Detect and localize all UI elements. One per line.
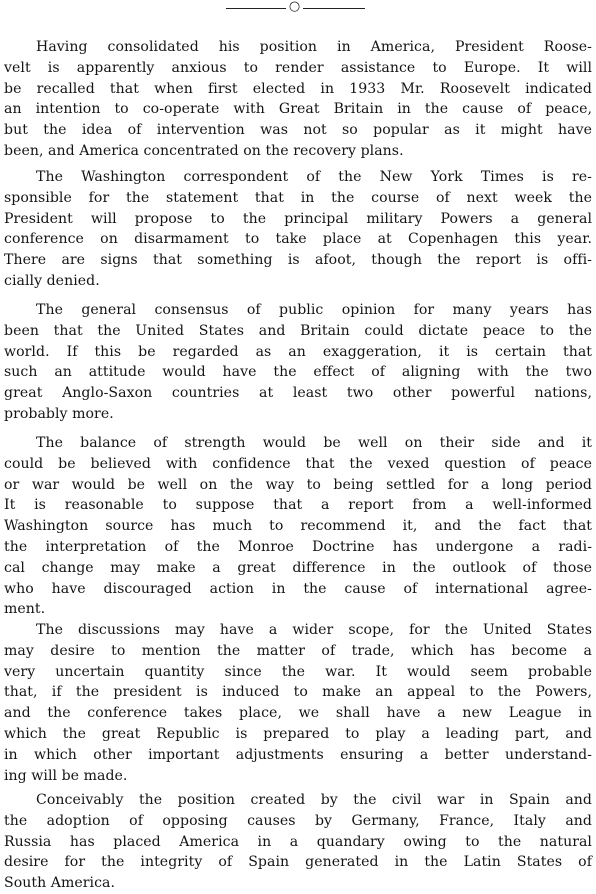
text-line: the interpretation of the Monroe Doctrine has undergone a radi-: [4, 538, 592, 555]
text-line: who have discouraged action in the cause of international agree-: [4, 580, 592, 597]
text-line: The general consensus of public opinion for many years has: [36, 302, 592, 318]
text-line: ment.: [4, 601, 46, 618]
text-line: The balance of strength would be well on their side and it: [36, 435, 592, 451]
text-line: Conceivably the position created by the civil war in Spain and: [36, 792, 592, 808]
text-line: be recalled that when first elected in 1933 Mr. Roosevelt indicated: [4, 80, 592, 97]
text-line: been, and America concentrated on the recovery plans.: [4, 142, 404, 159]
text-line: cially denied.: [4, 272, 100, 289]
text-line: in which other important adjustments ensuring a better understand-: [4, 746, 592, 763]
text-line: been that the United States and Britain could dictate peace to the: [4, 322, 592, 339]
text-line: sponsible for the statement that in the course of next week the: [4, 189, 592, 206]
text-line: may desire to mention the matter of trade, which has become a: [4, 642, 592, 659]
text-line: Russia has placed America in a quandary owing to the natural: [4, 833, 592, 850]
text-line: could be believed with confidence that the vexed question of peace: [4, 455, 592, 472]
text-line: and the conference takes place, we shall have a new League in: [4, 705, 592, 722]
text-line: such an attitude would have the effect of aligning with the two: [4, 364, 592, 381]
text-line: Washington source has much to recommend it, and the fact that: [4, 518, 592, 535]
text-line: very uncertain quantity since the war. It would seem probable: [4, 663, 592, 680]
text-line: desire for the integrity of Spain generated in the Latin States of: [4, 854, 592, 871]
text-line: great Anglo-Saxon countries at least two other powerful nations,: [4, 385, 592, 402]
ornament-rule-right: [303, 8, 365, 9]
text-line: The discussions may have a wider scope, for the United States: [36, 622, 592, 638]
text-line: conference on disarmament to take place at Copenhagen this year.: [4, 231, 592, 248]
text-line: velt is apparently anxious to render assistance to Europe. It will: [4, 59, 592, 76]
text-line: which the great Republic is prepared to play a leading part, and: [4, 725, 592, 742]
paragraph-trade-discussions: [4, 620, 592, 786]
text-line: world. If this be regarded as an exaggeration, it is certain that: [4, 343, 592, 360]
text-line: President will propose to the principal military Powers a general: [4, 210, 592, 227]
text-line: an intention to co-operate with Great Britain in the cause of peace,: [4, 101, 592, 118]
text-line: It is reasonable to suppose that a report from a well-informed: [4, 497, 592, 514]
text-line: cal change may make a great difference in the outlook of those: [4, 559, 592, 576]
paragraph-balance-of-strength: [4, 433, 592, 620]
paragraph-disarmament-conference: [4, 167, 592, 292]
ornament-circle-icon: ○: [288, 0, 301, 14]
ornament-rule-left: [226, 8, 286, 9]
text-line: South America.: [4, 875, 116, 892]
paragraph-public-opinion: [4, 300, 592, 425]
text-line: probably more.: [4, 405, 114, 422]
text-line: the adoption of opposing causes by Germany, France, Italy and: [4, 812, 592, 829]
text-line: but the idea of intervention was not so popular as it might have: [4, 122, 592, 139]
paragraph-roosevelt-assistance: [4, 37, 592, 162]
text-line: or war would be well on the way to being settled for a long period: [4, 476, 592, 493]
text-line: that, if the president is induced to make an appeal to the Powers,: [4, 684, 592, 701]
text-line: The Washington correspondent of the New York Times is re-: [36, 169, 592, 185]
text-line: There are signs that something is afoot, though the report is offi-: [4, 252, 592, 269]
top-ornament: [0, 2, 596, 14]
text-line: Having consolidated his position in America, President Roose-: [36, 39, 592, 55]
paragraph-spain-civil-war: [4, 790, 592, 894]
text-line: ing will be made.: [4, 767, 128, 784]
